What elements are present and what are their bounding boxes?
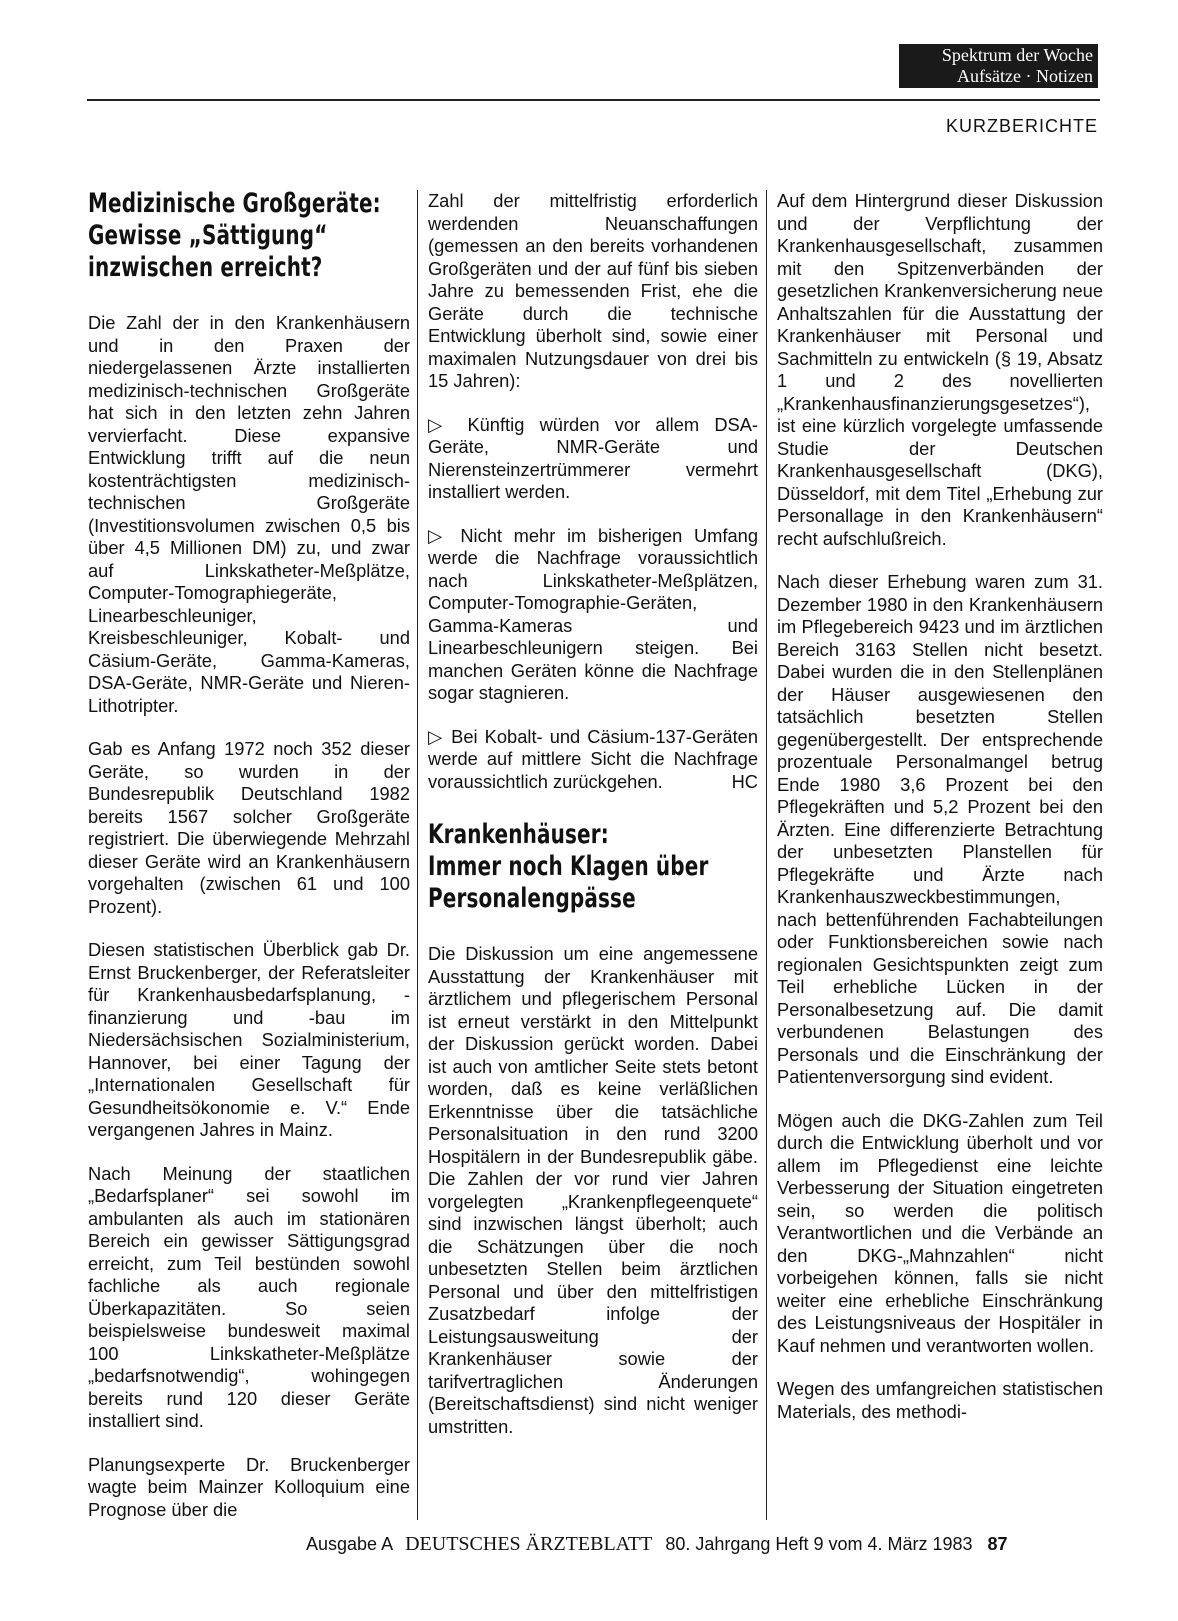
paragraph: Die Diskussion um eine angemessene Ausstattung der Krankenhäuser mit ärztlichem und pflegerischem Personal ist erneut verstärkt in den Mittelpunkt der Diskussion gerückt worden. Dabei ist auch von amtlicher Seite stets betont worden, daß es keine verläßlichen Erkenntnisse über die tatsächliche Personalsituation in den rund 3200 Hospitälern in der Bundesrepublik gäbe. Die Zahlen der vor rund vier Jahren vorgelegten „Krankenpflegeenquete“ sind inzwischen längst überholt; auch die Schätzungen über die noch unbesetzten Stellen beim ärztlichen Personal und über den mittelfristigen Zusatzbedarf infolge der Leistungsausweitung der Krankenhäuser sowie der tarifvertraglichen Änderungen (Bereitschaftsdienst) sind nicht weniger umstritten. (428, 943, 758, 1437)
headline-line: inzwischen erreicht? (88, 252, 323, 283)
header-box-line2: Aufsätze · Notizen (957, 66, 1093, 86)
footer-issue: 80. Jahrgang Heft 9 vom 4. März 1983 (665, 1534, 973, 1554)
column-divider (417, 190, 418, 1520)
article2-headline (428, 819, 758, 915)
headline-line: Gewisse „Sättigung“ (88, 220, 328, 251)
bullet-paragraph: ▷ Nicht mehr im bisherigen Umfang werde die Nachfrage voraussichtlich nach Linkskatheter-Meßplätzen, Computer-Tomographie-Geräten, Gamma-Kameras und Linearbeschleunigern steigen. Bei manchen Geräten könne die Nachfrage sogar stagnieren. (428, 524, 758, 703)
header-box-line1: Spektrum der Woche (941, 45, 1093, 65)
paragraph: Mögen auch die DKG-Zahlen zum Teil durch die Entwicklung überholt und vor allem im Pflegedienst eine leichte Verbesserung der Situation eingetreten sein, so werden die politisch Verantwortlichen und die Verbände an den DKG-„Mahnzahlen“ nicht vorbeigehen können, falls sie nicht weiter eine erhebliche Einschränkung des Leistungsniveaus der Hospitäler in Kauf nehmen und verantworten wollen. (777, 1109, 1103, 1356)
article1-headline (88, 188, 410, 284)
headline-line: Medizinische Großgeräte: (88, 188, 381, 219)
paragraph: Planungsexperte Dr. Bruckenberger wagte beim Mainzer Kolloquium eine Prognose über die (88, 1453, 410, 1520)
paragraph: Auf dem Hintergrund dieser Diskussion und der Verpflichtung der Krankenhausgesellschaft, zusammen mit den Spitzenverbänden der gesetzlichen Krankenversicherung neue Anhaltszahlen für die Ausstattung der Krankenhäuser mit Personal und Sachmitteln zu entwickeln (§ 19, Absatz 1 und 2 des novellierten „Krankenhausfinanzierungsgesetzes“), ist eine kürzlich vorgelegte umfassende Studie der Deutschen Krankenhausgesellschaft (DKG), Düsseldorf, mit dem Titel „Erhebung zur Personallage in den Krankenhäusern“ recht aufschlußreich. (777, 190, 1103, 549)
header-rule (87, 99, 1100, 101)
headline-line: Immer noch Klagen über (428, 851, 709, 882)
column-divider (766, 190, 767, 1520)
paragraph: Nach Meinung der staatlichen „Bedarfsplaner“ sei sowohl im ambulanten als auch im stationären Bereich ein gewisser Sättigungsgrad erreicht, zum Teil bestünden sowohl fachliche als auch regionale Überkapazitäten. So seien beispielsweise bundesweit maximal 100 Linkskatheter-Meßplätze „bedarfsnotwendig“, wohingegen bereits rund 120 dieser Geräte installiert sind. (88, 1162, 410, 1431)
headline-line: Personalengpässe (428, 883, 636, 914)
page-number: 87 (987, 1534, 1008, 1554)
column-2 (428, 190, 758, 1459)
paragraph: Zahl der mittelfristig erforderlich werdenden Neuanschaffungen (gemessen an den bereits vorhandenen Großgeräten und der auf fünf bis sieben Jahre zu bemessenden Frist, ehe die Geräte durch die technische Entwicklung überholt sind, sowie einer maximalen Nutzungsdauer von drei bis 15 Jahren): (428, 190, 758, 391)
paragraph: Wegen des umfangreichen statistischen Materials, des methodi- (777, 1378, 1103, 1422)
column-3 (777, 190, 1103, 1444)
footer-edition: Ausgabe A (306, 1534, 393, 1554)
paragraph: Die Zahl der in den Krankenhäusern und in den Praxen der niedergelassenen Ärzte installierten medizinisch-technischen Großgeräte hat sich in den letzten zehn Jahren vervierfacht. Diese expansive Entwicklung trifft auf die neun kostenträchtigsten medizinisch-technischen Großgeräte (Investitionsvolumen zwischen 0,5 bis über 4,5 Millionen DM) zu, und zwar auf Linkskatheter-Meßplätze, Computer-Tomographiegeräte, Linearbeschleuniger, Kreisbeschleuniger, Kobalt- und Cäsium-Geräte, Gamma-Kameras, DSA-Geräte, NMR-Geräte und Nieren-Lithotripter. (88, 312, 410, 716)
paragraph: Diesen statistischen Überblick gab Dr. Ernst Bruckenberger, der Referatsleiter für Krankenhausbedarfsplanung, -finanzierung und -bau im Niedersächsischen Sozialministerium, Hannover, bei einer Tagung der „Internationalen Gesellschaft für Gesundheitsökonomie e. V.“ Ende vergangenen Jahres in Mainz. (88, 939, 410, 1140)
footer-magazine: DEUTSCHES ÄRZTEBLATT (405, 1533, 653, 1555)
header-box (899, 44, 1098, 88)
paragraph: Gab es Anfang 1972 noch 352 dieser Geräte, so wurden in der Bundesrepublik Deutschland 1982 bereits 1567 solcher Großgeräte registriert. Die überwiegende Mehrzahl dieser Geräte wird an Krankenhäusern vorgehalten (zwischen 61 und 100 Prozent). (88, 738, 410, 917)
section-label: KURZBERICHTE (945, 116, 1098, 136)
headline-line: Krankenhäuser: (428, 819, 609, 850)
bullet-text: ▷ Bei Kobalt- und Cäsium-137-Geräten werde auf mittlere Sicht die Nachfrage voraussichtlich zurückgehen. (428, 725, 758, 792)
bullet-paragraph (428, 726, 758, 794)
bullet-paragraph: ▷ Künftig würden vor allem DSA-Geräte, NMR-Geräte und Nierensteinzertrümmerer vermehrt installiert werden. (428, 413, 758, 502)
column-1 (88, 190, 410, 1542)
author-signature: HC (731, 770, 758, 792)
page-footer (306, 1533, 1008, 1556)
paragraph: Nach dieser Erhebung waren zum 31. Dezember 1980 in den Krankenhäusern im Pflegebereich 9423 und im ärztlichen Bereich 3163 Stellen nicht besetzt. Dabei wurden die in den Stellenplänen der Häuser ausgewiesenen den tatsächlich besetzten Stellen gegenübergestellt. Der entsprechende prozentuale Personalmangel betrug Ende 1980 3,6 Prozent bei den Pflegekräften und 5,2 Prozent bei den Ärzten. Eine differenzierte Betrachtung der unbesetzten Planstellen für Pflegekräfte und Ärzte nach Krankenhauszweckbestimmungen, nach bettenführenden Fachabteilungen oder Funktionsbereichen sowie nach regionalen Gesichtspunkten zeigt zum Teil erhebliche Lücken in der Personalbesetzung auf. Die damit verbundenen Belastungen des Personals und die Einschränkung der Patientenversorgung sind evident. (777, 571, 1103, 1087)
